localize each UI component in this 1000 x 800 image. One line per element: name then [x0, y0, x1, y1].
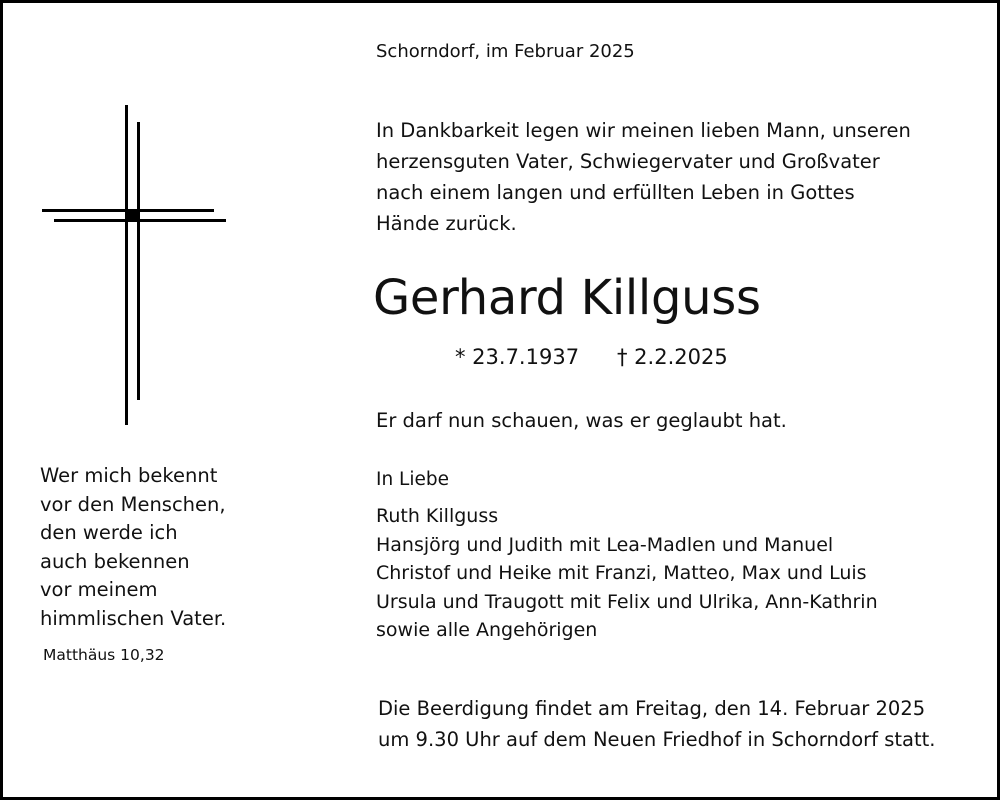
intro-line: herzensguten Vater, Schwiegervater und Großvater: [376, 150, 880, 173]
mourner-line: Ruth Killguss: [376, 505, 499, 527]
intro-line: nach einem langen und erfüllten Leben in Gottes: [376, 181, 855, 204]
closing-text: In Liebe: [376, 469, 450, 490]
cross-icon: [30, 95, 250, 435]
intro-text: [376, 115, 911, 239]
verse-line: auch bekennen: [40, 549, 190, 573]
place-date: Schorndorf, im Februar 2025: [376, 41, 635, 62]
verse-line: himmlischen Vater.: [40, 606, 227, 630]
bible-verse: [40, 462, 226, 633]
verse-line: Wer mich bekennt: [40, 464, 218, 487]
motto: Er darf nun schauen, was er geglaubt hat.: [376, 409, 787, 432]
death-date: † 2.2.2025: [617, 345, 728, 369]
intro-line: In Dankbarkeit legen wir meinen lieben Mann, unseren: [376, 119, 911, 142]
mourners-list: [376, 502, 878, 645]
mourner-line: Christof und Heike mit Franzi, Matteo, Max und Luis: [376, 562, 867, 584]
funeral-line: Die Beerdigung findet am Freitag, den 14. Februar 2025: [378, 697, 926, 720]
deceased-name: Gerhard Killguss: [373, 270, 761, 326]
birth-date: * 23.7.1937: [455, 345, 580, 369]
mourner-line: Hansjörg und Judith mit Lea-Madlen und Manuel: [376, 533, 834, 556]
verse-reference: Matthäus 10,32: [43, 646, 165, 664]
verse-line: vor den Menschen,: [40, 492, 226, 516]
verse-line: vor meinem: [40, 578, 158, 601]
mourner-line: Ursula und Traugott mit Felix und Ulrika, Ann-Kathrin: [376, 590, 878, 613]
funeral-line: um 9.30 Uhr auf dem Neuen Friedhof in Schorndorf statt.: [378, 728, 936, 751]
mourner-line: sowie alle Angehörigen: [376, 619, 598, 641]
funeral-notice: [378, 693, 935, 755]
verse-line: den werde ich: [40, 521, 178, 544]
intro-line: Hände zurück.: [376, 212, 517, 235]
